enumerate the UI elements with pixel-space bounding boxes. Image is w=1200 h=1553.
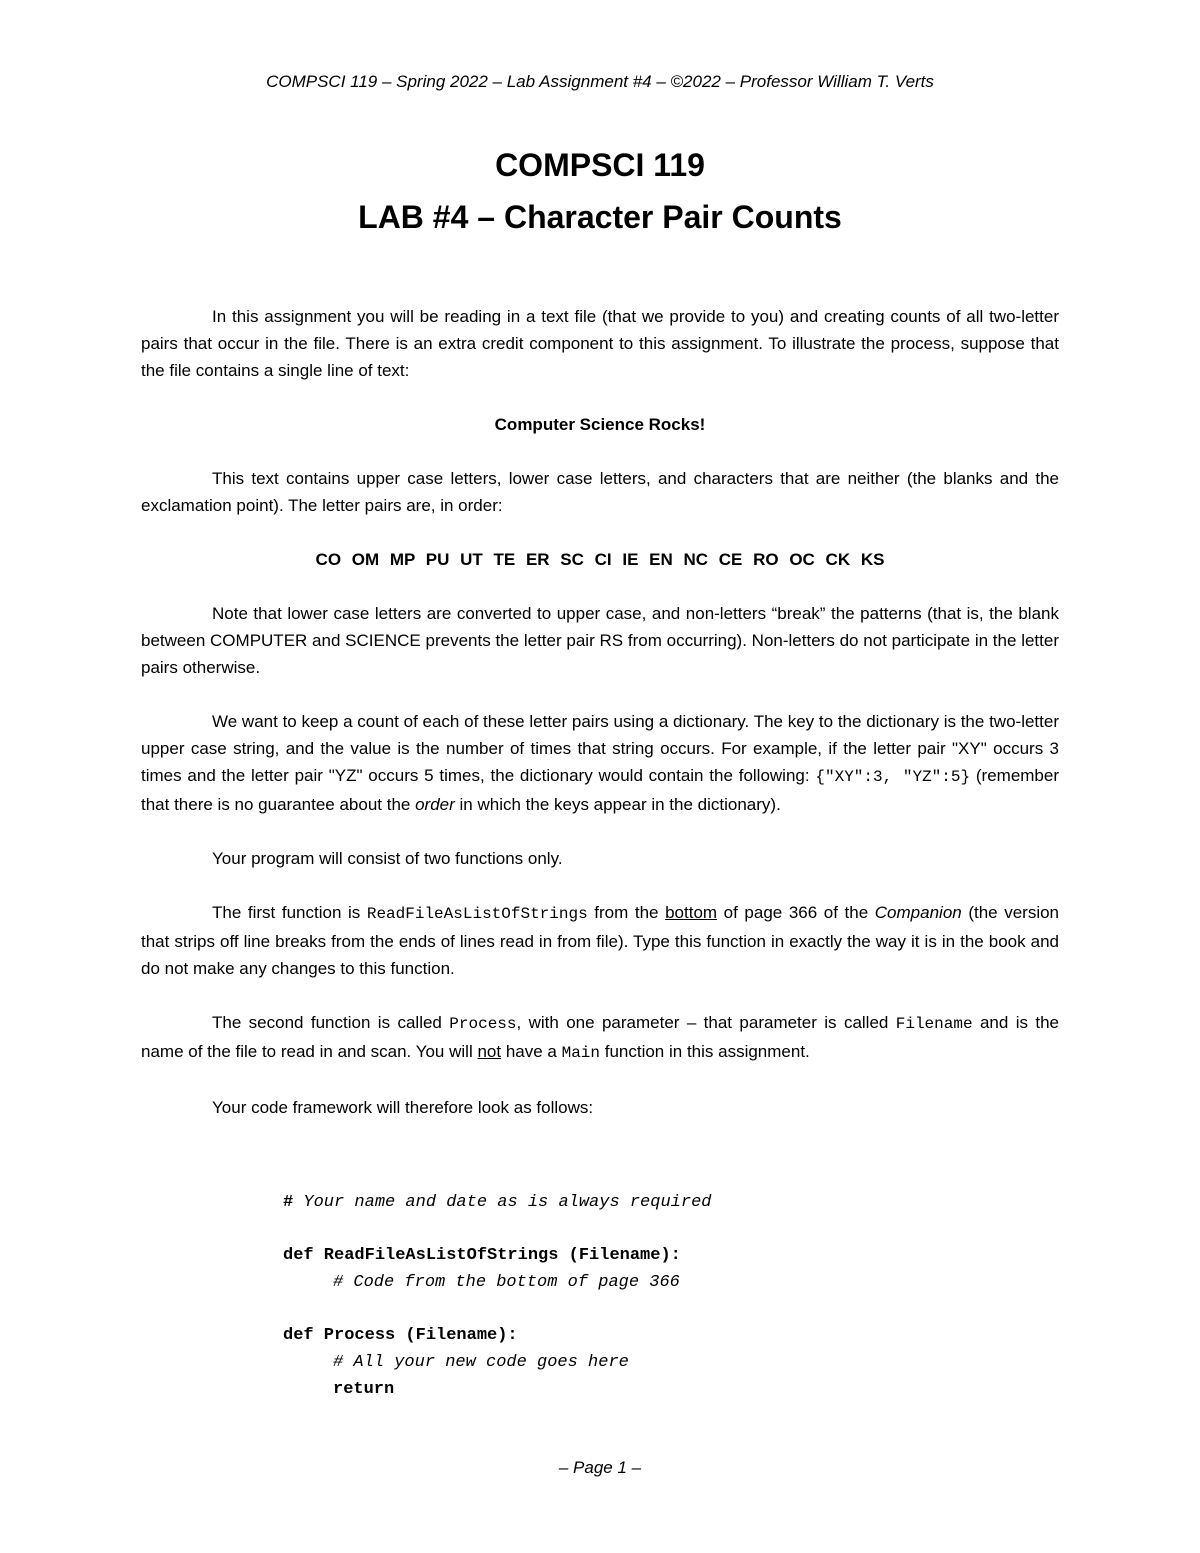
bottom-underline: bottom	[665, 903, 718, 922]
code-blank-line	[283, 1216, 1043, 1242]
note-paragraph: Note that lower case letters are converted to upper case, and non-letters “break” the patterns (that is, the blank between COMPUTER and SCIENCE prevents the letter pair RS from occurring). Non-letters do not participate in the letter pairs otherwise.	[141, 604, 1059, 677]
first-function-paragraph	[141, 899, 1059, 982]
comment-hash: #	[283, 1193, 294, 1212]
intro-paragraph: In this assignment you will be reading in a text file (that we provide to you) and creating counts of all two-letter pairs that occur in the file. There is an extra credit component to this assignment. To illustrate the process, suppose that the file contains a single line of text:	[141, 307, 1059, 380]
code-line-comment-new-code: # All your new code goes here	[333, 1353, 629, 1372]
code-framework	[283, 1189, 1043, 1403]
second-function-text-c: and is the name of the file to read in and scan. You will	[141, 1013, 1059, 1061]
first-function-text-c: of page 366 of the	[717, 903, 875, 922]
dictionary-text-b: (remember that there is no guarantee about the	[141, 766, 1060, 814]
code-blank-line	[283, 1296, 1043, 1322]
two-functions-paragraph: Your program will consist of two functions only.	[212, 849, 563, 868]
dictionary-text-a: We want to keep a count of each of these letter pairs using a dictionary. The key to the dictionary is the two-letter upper case string, and the value is the number of times that string occurs. For example, if the letter pair "XY" occurs 3 times and the letter pair "YZ" occurs 5 times, the dictionary would contain the following:	[141, 712, 1059, 785]
code-line-comment-name	[283, 1189, 1043, 1216]
first-function-text-b: from the	[587, 903, 666, 922]
letter-pairs-list: CO OM MP PU UT TE ER SC CI IE EN NC CE RO OC CK KS	[315, 550, 885, 569]
second-function-text-e: function in this assignment.	[600, 1042, 810, 1061]
first-function-text-a: The first function is	[212, 903, 367, 922]
second-function-text-a: The second function is called	[212, 1013, 450, 1032]
comment-name-date: Your name and date as is always required	[293, 1193, 712, 1212]
page-footer: – Page 1 –	[558, 1458, 642, 1477]
first-function-name: ReadFileAsListOfStrings	[366, 905, 588, 923]
order-emphasis: order	[415, 795, 455, 814]
dictionary-text-c: in which the keys appear in the dictionary).	[454, 795, 781, 814]
framework-intro-paragraph: Your code framework will therefore look as follows:	[212, 1098, 594, 1117]
filename-parameter: Filename	[895, 1015, 973, 1033]
dictionary-example-code: {"XY":3, "YZ":5}	[815, 768, 971, 786]
not-underline: not	[477, 1042, 502, 1061]
second-function-paragraph	[141, 1009, 1059, 1067]
course-title: COMPSCI 119	[495, 147, 705, 183]
companion-emphasis: Companion	[874, 903, 962, 922]
code-line-return: return	[333, 1380, 395, 1399]
code-line-comment-366: # Code from the bottom of page 366	[333, 1273, 680, 1292]
code-line-def-read: def ReadFileAsListOfStrings (Filename):	[283, 1246, 681, 1265]
dictionary-paragraph	[141, 708, 1059, 818]
running-header: COMPSCI 119 – Spring 2022 – Lab Assignment #4 – ©2022 – Professor William T. Verts	[266, 72, 934, 91]
second-function-text-b: , with one parameter – that parameter is called	[516, 1013, 896, 1032]
first-function-text-d: (the version that strips off line breaks from the ends of lines read in from file). Type this function in exactly the way it is in the book and do not make any changes to this function.	[141, 903, 1060, 978]
second-function-text-d: have a	[501, 1042, 562, 1061]
document-body	[141, 303, 1059, 1148]
main-function-name: Main	[561, 1044, 600, 1062]
code-line-def-process: def Process (Filename):	[283, 1326, 518, 1345]
example-text: Computer Science Rocks!	[494, 415, 706, 434]
pairs-intro-paragraph: This text contains upper case letters, lower case letters, and characters that are neither (the blanks and the exclamation point). The letter pairs are, in order:	[141, 469, 1059, 515]
lab-title: LAB #4 – Character Pair Counts	[358, 199, 842, 235]
process-function-name: Process	[449, 1015, 517, 1033]
